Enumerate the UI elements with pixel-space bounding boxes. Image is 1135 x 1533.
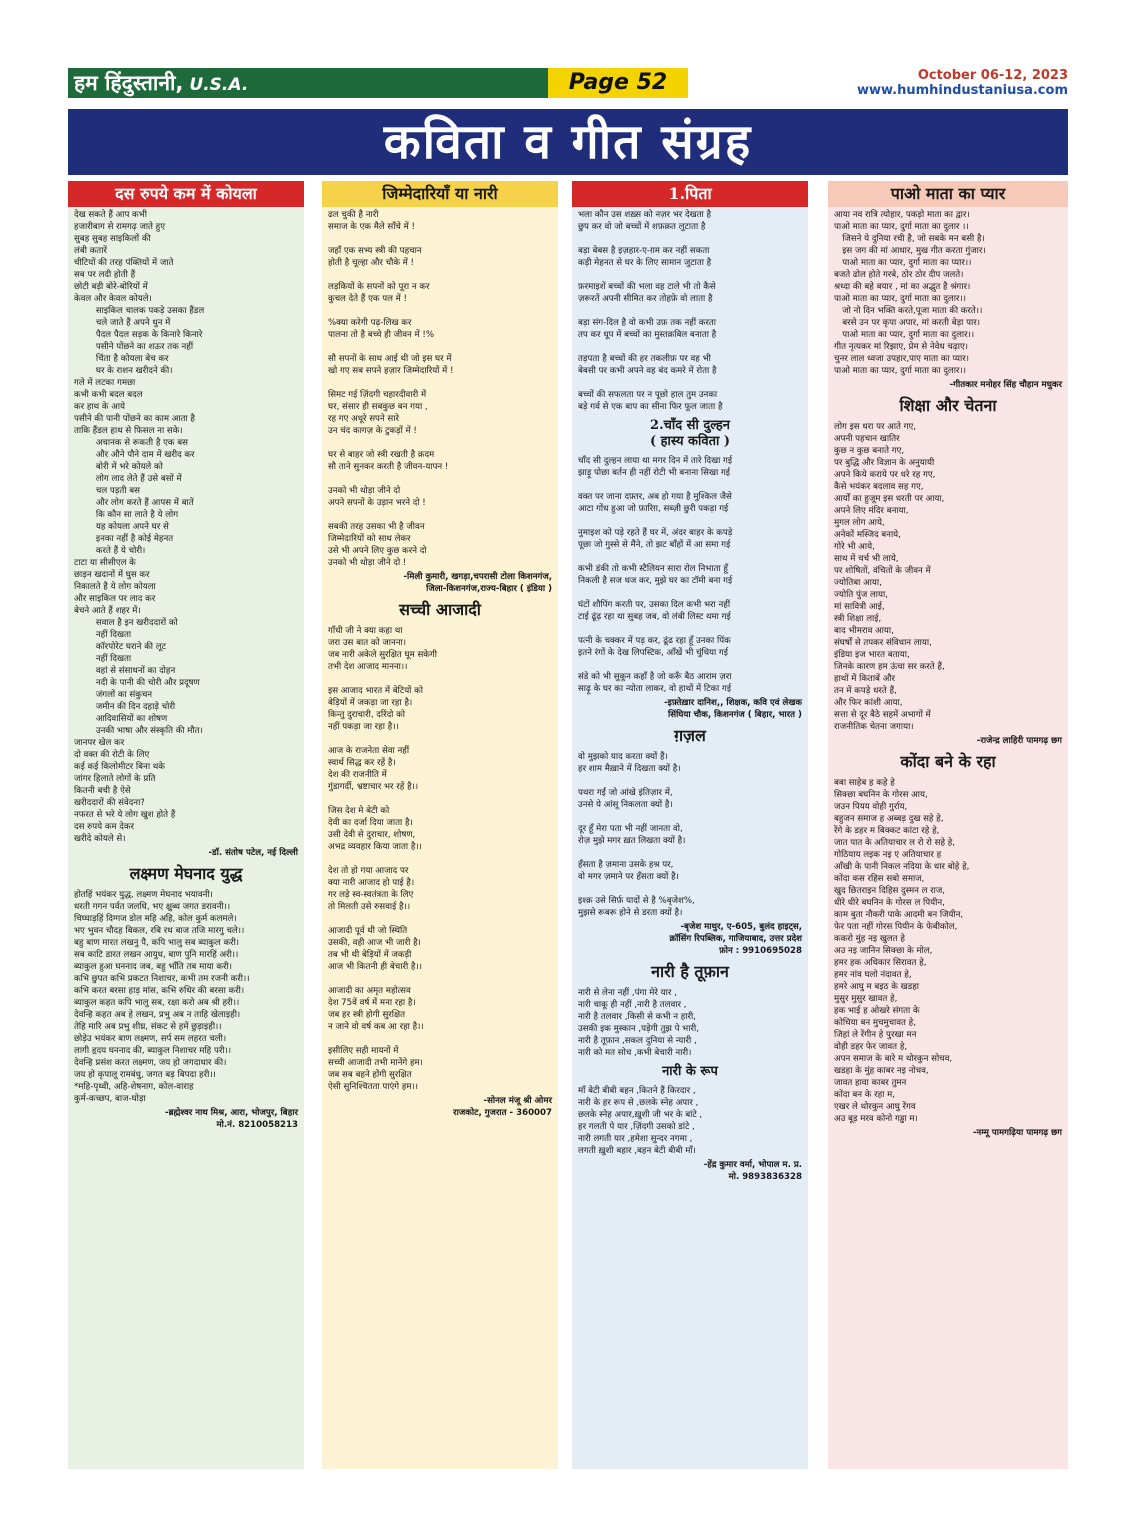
poem-text: नारी से लेना नहीं ,पंगा मेरे यार , नारी चाकू ही नहीं ,नारी है तलवार , नारी है तलवार ,किसी से कभी न हारी, उसकी इक मुस्कान ,पड़ेगी तुझ पे भारी, नारी है तूफ़ान ,सकल दुनिया से न्यारी , नारी को मत सोच ,कभी बेचारी नारी।: [578, 988, 699, 1058]
poem-text: गाँधी जी ने क्या कहा था जरा उस बात को जानना। जब नारी अकेले सुरक्षित घूम सकेगी तभी देश आजाद मानना।। इस आजाद भारत में बेटियों को बेड़ियों में जकड़ा जा रहा है। किन्तु दुराचारी, दरिंदो को नहीं पकड़ा जा रहा है।। आज के राजनेता सेवा नहीं स्वार्थ सिद्ध कर रहें है। देश की राजनीति में गुंडागर्दी, भ्रष्टाचार भर रहें है।। जिस देश मे बेटी को देवी का दर्जा दिया जाता है। उसी देवी से दुराचार, शोषण, अभद्र व्यवहार किया जाता है।। देश तो हो गया आजाद पर क्या नारी आजाद हो पाई है। गर लड़े स्व-स्वतंत्रता के लिए तो मिलती उसे रुसवाई है।। आजादी पूर्व थी जो स्थिति उसकी, वही आज भी जारी है। तब भी थी बेड़ियों में जकड़ी आज भी कितनी ही बेचारी है।। आजादी का अमृत महोत्सव देश 75वें वर्ष में मना रहा है। जब हर स्त्री होगी सुरक्षित न जाने वो वर्ष कब आ रहा है।। इसीलिए सही मायनों में सच्ची आजादी तभी मानेंगे हम। जब सब बहने होंगी सुरक्षित ऐसी सुनिश्चितता पाएंगे हम।।: [328, 626, 437, 1092]
brand-name: हम हिंदुस्तानी,: [74, 71, 184, 95]
poem-author: -सोनल मंजू श्री ओमर राजकोट, गुजरात - 360007: [453, 1096, 552, 1118]
column-1: [68, 181, 304, 1469]
poem-text: देख सकते हैं आप कभी हजारीबाग से रामगढ़ जाते हुए सुबह सुबह साइकिलों की लंबी कतारें चीटियों की तरह पंक्तियों में जाते सब पर लदी होती हैं छोटी बड़ी बोरे-बोरियों में केवल और केवल कोयले। साइकिल चालक पकड़े उसका हैंडल चले जाते हैं अपने धुन में पैदल पैदल सड़क के किनारे किनारे पसीने पोंछने का शऊर तक नहीं चिंता है कोयला बेच कर घर के राशन खरीदने की। गले में लटका गमछा कभी कभी बदल बदल कर हाथ के आये पसीने की पानी पोंछने का काम आता है ताकि हैंडल हाथ से फिसल ना सके। अचानक से रूकती है एक बस और औने पौने दाम में खरीद कर बोरी में भरे कोयले को लोग लाद लेते हैं उसे बसों में चल पड़ती बस और लोग करते हैं आपस में बातें कि कौन सा लाते है ये लोग यह कोयला अपने घर से इनका नहीं है कोई मेहनत करते हैं ये चोरी। टाटा या सीसीएल के छाड़न खदानों में घुस कर निकालते है ये लोग कोयला और साइकिल पर लाद कर बेचने आते हैं शहर में। सवाल है इन खरीददारों को नहीं दिखता कॉरपोरेट घराने की लूट नहीं दिखता वहां से संसाधनों का दोहन नदी के पानी की चोरी और प्रदूषण जंगलों का संकुचन जमीन की दिन दहाड़े चोरी आदिवासियों का शोषण उनकी भाषा और संस्कृति की मौत। जानपर खेल कर दो वक्त की रोटी के लिए कई कई किलोमीटर बिना थके जांगर हिलाते लोगों के प्रति कितनी बची है ऐसे खरीददारों की संवेदना? नफरत से भरे ये लोग खुश होते हैं दस रुपये कम देकर खरीदे कोयले से।: [74, 210, 205, 844]
issue-info: [857, 68, 1068, 98]
poem-text: भला कौन उस शख़्स को नज़र भर देखता है छुप कर वो जो बच्चों में शफ़क़त लुटाता है बड़ा बेबस है इज़हार-ए-ग़म कर नहीं सकता कड़ी मेहनत से घर के लिए सामान जुटाता है फ़रमाइशें बच्चों की भला वह टाले भी तो कैसे ज़रूरतें अपनी सीमित कर तोहफ़े वो लाता है बड़ा संग-दिल है वो कभी उफ़ तक नहीं करता तप कर धूप में बच्चों का मुस्तक़बिल बनाता है तड़पता है बच्चों की हर तकलीफ़ पर वह भी बेबसी पर कभी अपने वह बंद कमरे में रोता है बच्चों की सफलता पर न पूछो हाल तुम उनका बड़े गर्व से एक बाप का सीना फिर फूल जाता है: [578, 210, 723, 412]
poem-title: ग़ज़ल: [674, 726, 706, 745]
poem-author: -डॉ. संतोष पटेल, नई दिल्ली: [208, 848, 298, 858]
page-number: Page 52: [548, 68, 688, 98]
section-banner: कविता व गीत संग्रह: [68, 109, 1068, 175]
poem-title: शिक्षा और चेतना: [899, 396, 997, 415]
poem-title: नारी है तूफ़ान: [651, 962, 729, 981]
poem-author: -नम्मू पामगढ़िया पामगढ़ छग: [972, 1128, 1062, 1138]
poem-text: बबा साहेब ह कहे हे सिक्छा बघनिन के गोरस आय, जउन पियय वोही गुर्राय, बहुजन समाज ह अब्बड़ दुख सहे हे, रेंगे के डहर म बिक्कट कांटा रहे हे, जात पात के अतियाचार ल रो रो सहे हे, गोठियाय लइक नइ ए अतियाचार ह आँखी के पानी निकल नदिया के धार बोहे हे, कोंदा कस रहिस सबो समाज, खुद छितराइन दिहिस दुस्मन ल राज, धीरे धीरे बघनिन के गोरस ल पियीन, काम बुता नौकरी पाके आदमी बन जियीन, फेर पता नहीं गोरस पियीन के फेबीकोल, ककरो मुंह नइ खुलत हे अउ नइ जानिन सिक्छा के मोल, हमर हक अधिकार सिरावत हे, हमर नांव घलो नंदावत हे, हमरे आघु म बइठ के खडहा मुसुर मुसुर खावत हे, हक भाई ह ओखरे संगता के कोचिया बन मुचमुचावत हे, जिहां ले रेंगीन हे पुरखा मन वोही डहर फेर जावत हे, अपन समाज के बारे म थोरकुन सोचव, खडहा के मुंह काबर नइ नोचव, जावत हावा काबर तुमन कोंदा बन के रहा म, एखर ले थोरकुन आघु रेंगव अउ बूड़ मरव कोनो गड्ढा म।: [834, 778, 970, 1124]
poem-text: ढल चुकी है नारी समाज के एक मैले साँचे में ! जहाँ एक सभ्य स्त्री की पहचान होती है चूल्हा और चौके में ! लड़कियों के सपनों को पूरा न कर कुचल देते हैं एक पल में ! %क्या करेगी पढ़-लिख कर पालना तो है बच्चे ही जीवन में !% सौ सपनों के साथ आई थी जो इस घर में खो गए सब सपने हज़ार जिम्मेदारियों में ! सिमट गई ज़िंदगी चहारदीवारी में घर, संसार ही सबकुछ बन गया , रह गए अधूरे सपने सारे उन चंद कागज़ के टुकड़ों में ! घर से बाहर जो स्त्री रखती है क़दम सौ ताने सुनकर करती है जीवन-यापन ! उनको भी थोड़ा जीने दो अपने सपनों के उड़ान भरने दो ! सबकी तरह उसका भी है जीवन जिम्मेदारियों को साथ लेकर उसे भी अपने लिए कुछ करने दो उनको भी थोड़ा जीने दो !: [328, 210, 454, 568]
poem-title: नारी के रूप: [662, 1064, 718, 1079]
poem-text: चाँद सी दुल्हन लाया था मगर दिन में तारे दिखा गई झाड़ू पोछा बर्तन ही नहीं रोटी भी बनाना सिखा गई वक्त पर जाना दफ़्तर, अब हो गया है मुश्किल जैसे आटा गोंध हुआ जो फ़ारिग़, सब्ज़ी छुरी पकड़ा गई नुमाइश को पड़े रहते हैं घर में, अंदर बाहर के कपड़े पूछा जो गुस्से से मैंने, तो झट बाँहों में आ समा गई कभी डंकी तो कभी स्टैलियन सारा रोल निभाता हूँ निकली है सज धज कर, मुझे घर का टॉमी बना गई घंटों शौपिंग करती पर, उसका दिल कभी भरा नहीं टाई ढूंढ़ रहा था सुबह जब, वो लंबी लिस्ट थमा गई पत्नी के चक्कर में पड़ कर, ढूंढ रहा हूँ उनका पिंक इतने रंगों के देख लिपस्टिक, आँखें भी चुंधिया गई संडे को भी सुकून कहाँ है जो करूँ बैठ आराम ज़रा साढ़ू के घर का न्योता लाकर, वो हाथों में टिका गई: [578, 456, 733, 694]
poem-title: दस रुपये कम में कोयला: [68, 181, 304, 207]
poem-text: माँ बेटी बीबी बहन ,कितने हैं किरदार , नारी के हर रूप से ,छलके स्नेह अपार , छलके स्नेह अपार,ख़ुशी जी भर के बांटे , हर गलती पे यार ,ज़िंदगी उसको डांटे , नारी लगती यार ,हमेशा सुन्दर नगमा , लगती ख़ुशी बहार ,बहन बेटी बीबी माँ।: [578, 1086, 703, 1156]
poem-title: सच्ची आजादी: [399, 600, 481, 619]
poem-title: कोंदा बने के रहा: [900, 752, 996, 771]
poem-author: -ब्रह्मेश्वर नाथ मिश्र, आरा, भोजपुर, बिहार मो.नं. 8210058213: [165, 1108, 298, 1130]
brand-logo: [68, 68, 548, 98]
top-bar: [68, 68, 1068, 98]
column-2: [322, 181, 558, 1469]
poem-text: होतहिं भयंकर युद्ध, लक्ष्मण मेघनाद भयावनी। धरती गगन पर्वत जलधि, भए क्षुब्ध जगत डरावनी।। चिघ्घाड़हिं दिग्गज डोल महि अहि, कोल कुर्म कलमले। भए भुवन चौदह बिकल, रबि रथ बाज तजि मारगु चले।। बहु बाण मारत लखनु पै, कपि भालु सब ब्याकुल करी। सब काटि डारत लखन आयुध, बाण पुनि मारहिं अरी।। ब्याकुल हुआ घननाद जब, बहु भाँति तब माया करी। कभि छुपत कभि प्रकटत निशाचर, कभी तम रजनी करी।। कभि करत बरसा हाड़ मांस, कभि रुधिर की बरसा करी। ब्याकुल कहत कपि भालु सब, रक्षा करो अब श्री हरी।। देवन्हि कहत अब हे लखन, प्रभु अब न ताहि खेलाइही। तेहि मारि अब प्रभु शीघ्र, संकट से हमें छुड़ाइही।। छोड़ेउ भयंकर बाण लक्ष्मण, सर्प सम लहरत चली। लागी हृदय घननाद की, ब्याकुल निशाचर महि परी।। देवन्हि प्रसंश करत लक्ष्मण, जय हो जगदाधार की। जय हो कृपालू रामबंधु, जगत बड़ बिपदा हरी।। *महि-पृथ्वी, अहि-शेषनाग, कोल-वाराह कुर्म-कच्छप, बाज-घोड़ा: [74, 890, 250, 1104]
column-3: [572, 181, 808, 1469]
poem-title: पाओ माता का प्यार: [828, 181, 1068, 207]
poem-author: -गीतकार मनोहर सिंह चौहान मधुकर: [949, 380, 1062, 390]
poem-title: लक्ष्मण मेघनाद युद्ध: [129, 864, 243, 883]
poem-text: लोग इस धरा पर आते गए, अपनी पहचान खातिर कुछ न कुछ बनाते गए, पर बुद्धि और विज्ञान के अनुयायी अपने किये कराये पर धरे रह गए, कैसे भयंकर बदलाव सह गए, आर्यों का हुजूम इस धरती पर आया, अपने लिए मंदिर बनाया, मुगल लोग आये, अनेकों मस्जिद बनाये, गोरे भी आये, साथ में चर्च भी लाये, पर शोषितों, वंचितों के जीवन में ज्योतिबा आया, ज्योति पुंज लाया, मां सावित्री आई, स्त्री शिक्षा लाई, बाद भीमराव आया, संघर्षों से तपकर संविधान लाया, इंडिया इज भारत बताया, जिनके कारण हम ऊंचा सर करते हैं, हाथों में किताबें और तन में कपड़े धरते हैं, और फिर कांशी आया, सत्ता से दूर बैठे सहमें अभागों में राजनीतिक चेतना जगाया।: [834, 422, 945, 732]
poem-author: -राजेन्द्र लाहिरी पामगढ़ छग: [976, 736, 1062, 746]
poem-author: -इफ़्तेख़ार दानिश,, शिक्षक, कवि एवं लेखक सिंघिया चौक, किशनगंज ( बिहार, भारत ): [664, 698, 802, 720]
poem-text: आया नव रात्रि त्योहार, पकड़ो माता का द्वार। पाओ माता का प्यार, दुर्गा माता का दुलार ।। जिसने ये दुनिया रची है, जो सबके मन बसी है। इस जग की मां आधार, मुख गीत करता गुंजार। पाओ माता का प्यार, दुर्गा माता का प्यार।। बजते ढोल होते गरबे, ठोर ठोर दीप जलते। श्रध्दा की बहे बयार , मां का अद्भुत है श्रंगार। पाओ माता का प्यार, दुर्गा माता का दुलार।। जो नो दिन भक्ति करते,पूजा माता की करते।। बरसे उन पर कृपा अपार, मां करती बेड़ा पार। पाओ माता का प्यार, दुर्गा माता का दुलार।। गीत नृत्यकर मां रिझाए, प्रेम से नेवेध चढ़ाए। चुनर लाल ध्वजा उपहार,पाए माता का प्यार। पाओ माता का प्यार, दुर्गा माता का दुलार।।: [834, 210, 986, 376]
poem-text: वो मुझको याद करता क्यों हैं। हर शाम मैख़ाने में दिखता क्यों है। पथरा गईं जो आंखे इंतिज़ार में, उनसे ये आंसू निकलता क्यों है। दूर हूँ मेरा पता भी नहीं जानता वो, रोज़ मुझे मगर ख़त लिखता क्यों है। हँसता है ज़माना उसके हश्र पर, वो मगर ज़माने पर हँसता क्यों है। इश्क़ उसे सिर्फ़ यादों से है %बृजेश%, मुझसे रूबरू होने से डरता क्यों है।: [578, 752, 695, 918]
poem-title: जिम्मेदारियाँ या नारी: [322, 181, 558, 207]
column-4: [828, 181, 1068, 1469]
poem-author: -बृजेश माथुर, ए-605, बुलंद हाइट्स, क्रॉसिंग रिपब्लिक, गाजियाबाद, उत्तर प्रदेश फ़ोन : 9910695028: [669, 922, 802, 956]
poem-author: -हेंद्र कुमार वर्मा, भोपाल म. प्र. मो. 9893836328: [703, 1160, 802, 1182]
issue-date: October 06-12, 2023: [917, 68, 1068, 83]
poem-title: 2.चाँद सी दुल्हन ( हास्य कविता ): [649, 418, 731, 449]
website-link[interactable]: www.humhindustaniusa.com: [856, 83, 1068, 98]
brand-suffix: U.S.A.: [189, 75, 249, 95]
poem-title: 1.पिता: [572, 181, 808, 207]
poem-author: -मिली कुमारी, खगड़ा,चपरासी टोला किशनगंज, जिला-किशनगंज,राज्य-बिहार ( इंडिया ): [403, 572, 552, 594]
